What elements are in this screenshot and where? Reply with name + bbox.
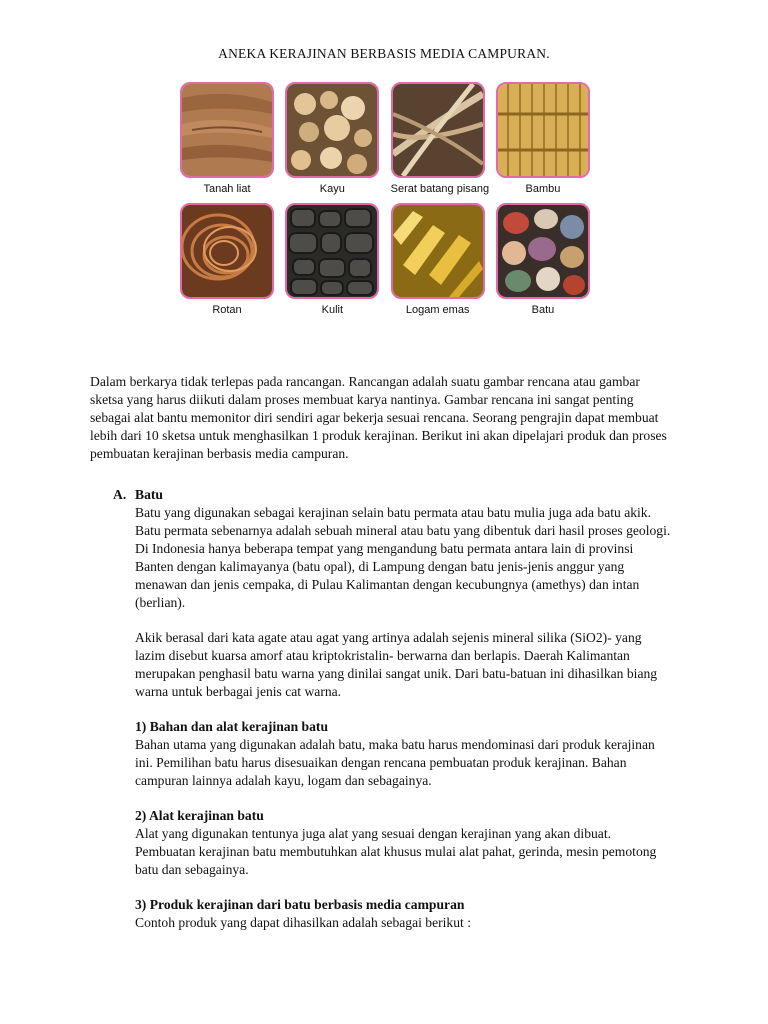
material-bamboo: [496, 82, 590, 199]
bamboo-image: [498, 84, 588, 176]
paragraph: Akik berasal dari kata agate atau agat yang artinya adalah sejenis mineral silika (SiO2)- yang lazim disebut kuarsa amorf atau kriptokristalin- berwarna dan berlapis. Daerah Kalimantan merupakan penghasil batu warna yang dinilai sangat unik. Dari batu-batuan ini dihasilkan biang warna untuk berbagai jenis cat warna.: [135, 630, 658, 699]
section-title: Batu: [135, 487, 163, 502]
material-gold: [391, 203, 485, 320]
subheading: 1) Bahan dan alat kerajinan batu: [135, 719, 329, 734]
material-label: Rotan: [212, 304, 242, 316]
material-label: Batu: [531, 304, 555, 316]
material-label: Logam emas: [405, 304, 470, 316]
section-letter: A.: [113, 487, 127, 502]
paragraph: Batu yang digunakan sebagai kerajinan selain batu permata atau batu mulia juga ada batu akik. Batu permata sebenarnya adalah sebuah mineral atau batu yang dibentuk dari hasil proses geologi. Di Indonesia hanya beberapa tempat yang mengandung batu permata antara lain di provinsi Banten dengan kalimayanya (batu opal), di Lampung dengan batu jenis-jenis anggur yang menawan dan jenis cempaka, di Pulau Kalimantan dengan kecubungnya (amethys) dan intan (berlian).: [135, 505, 671, 610]
clay-image: [182, 84, 272, 176]
stones-image: [498, 205, 588, 297]
paragraph: Contoh produk yang dapat dihasilkan adalah sebagai berikut :: [135, 915, 471, 930]
material-clay: [180, 82, 274, 199]
material-stones: [496, 203, 590, 320]
rattan-image: [182, 205, 272, 297]
material-label: Tanah liat: [203, 183, 251, 195]
materials-grid: [180, 82, 590, 320]
material-label: Kulit: [321, 304, 344, 316]
leather-image: [287, 205, 377, 297]
subheading: 2) Alat kerajinan batu: [135, 808, 264, 823]
material-leather: [285, 203, 379, 320]
page-title: ANEKA KERAJINAN BERBASIS MEDIA CAMPURAN.: [218, 46, 550, 61]
section-heading: [113, 486, 673, 504]
intro-paragraph: Dalam berkarya tidak terlepas pada rancangan. Rancangan adalah suatu gambar rencana atau gambar sketsa yang harus diikuti dalam proses membuat karya nantinya. Gambar rencana ini sangat penting sebagai alat bantu memonitor diri sendiri agar bekerja sesuai rencana. Seorang pengrajin dapat membuat lebih dari 10 sketsa untuk menghasilkan 1 produk kerajinan. Berikut ini akan dipelajari produk dan proses pembuatan kerajinan berbasis media campuran.: [90, 374, 667, 461]
paragraph: Bahan utama yang digunakan adalah batu, maka batu harus mendominasi dari produk kerajinan ini. Pemilihan batu harus disesuaikan dengan rencana pembuatan produk kerajinan. Bahan campuran lainnya adalah kayu, logam dan sebagainya.: [135, 737, 655, 788]
subheading: 3) Produk kerajinan dari batu berbasis media campuran: [135, 897, 465, 912]
material-banana-fiber: [390, 82, 490, 199]
material-label: Serat batang pisang: [390, 183, 490, 195]
material-label: Bambu: [525, 183, 561, 195]
section-batu: [113, 486, 673, 932]
material-label: Kayu: [319, 183, 345, 195]
material-wood: [285, 82, 379, 199]
gold-metal-image: [393, 205, 483, 297]
banana-fiber-image: [393, 84, 483, 176]
paragraph: Alat yang digunakan tentunya juga alat yang sesuai dengan kerajinan yang akan dibuat. Pembuatan kerajinan batu membutuhkan alat khusus mulai alat pahat, gerinda, mesin pemotong batu dan sebagainya.: [135, 826, 657, 877]
material-rattan: [180, 203, 274, 320]
wood-logs-image: [287, 84, 377, 176]
